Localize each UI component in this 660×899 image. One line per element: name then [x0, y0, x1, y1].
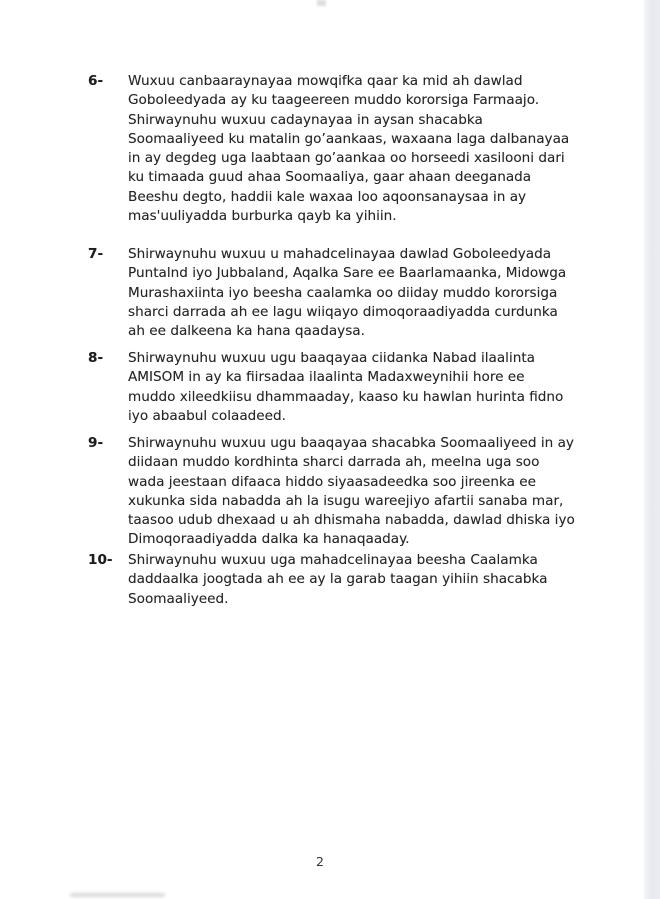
paragraph-text: [128, 72, 569, 226]
paragraph-text: [128, 349, 563, 426]
paragraph-line: Shirwaynuhu wuxuu u mahadcelinayaa dawlad Goboleedyada: [128, 246, 552, 262]
paragraph-line: Shirwaynuhu wuxuu ugu baaqayaa ciidanka Nabad ilaalinta: [128, 350, 536, 366]
paragraph-line: xukunka sida nabadda ah la isugu wareejiyo afartii sanaba mar,: [128, 492, 564, 509]
paragraph-line: taasoo udub dhexaad u ah dhismaha nabadda, dawlad dhiska iyo: [128, 512, 575, 529]
paragraph-line: muddo xileedkiisu dhammaaday, kaaso ku hawlan hurinta fidno: [128, 388, 564, 405]
paragraph-line: ku timaada guud ahaa Soomaaliya, gaar ahaan deeganada: [128, 169, 532, 186]
paragraph-number: 8-: [88, 350, 104, 366]
paragraph-line: in ay degdeg uga laabtaan go’aankaa oo horseedi xasilooni dari: [128, 150, 565, 167]
paragraph-number: 9-: [88, 435, 104, 451]
paragraph-line: Shirwaynuhu wuxuu cadaynayaa in aysan shacabka: [128, 111, 483, 128]
paragraph-number: 7-: [88, 246, 104, 262]
paragraph-number: 10-: [88, 552, 113, 568]
paragraph-line: diidaan muddo kordhinta sharci darrada ah, meelna uga soo: [128, 454, 540, 471]
paragraph-line: Soomaaliyeed.: [128, 590, 229, 607]
page-number: 2: [316, 854, 324, 869]
paragraph-line: Dimoqoraadiyadda dalka ka hanaqaaday.: [128, 531, 410, 548]
paragraph-line: daddaalka joogtada ah ee ay la garab taagan yihiin shacabka: [128, 571, 548, 588]
list-item-paragraph: [88, 245, 566, 341]
paragraph-line: sharci darrada ah ee lagu wiiqayo dimoqoraadiyadda curdunka: [128, 303, 558, 320]
paragraph-number: 6-: [88, 73, 104, 89]
paragraph-text: [128, 551, 547, 609]
paragraph-line: Wuxuu canbaaraynayaa mowqifka qaar ka mid ah dawlad: [128, 73, 523, 89]
list-item-paragraph: [88, 434, 575, 550]
paragraph-line: AMISOM in ay ka fiirsadaa ilaalinta Madaxweynihii hore ee: [128, 369, 525, 386]
list-item-paragraph: [88, 551, 547, 609]
paragraph-line: iyo abaabul colaadeed.: [128, 407, 286, 424]
paragraph-line: Soomaaliyeed ku matalin go’aankaas, waxaana laga dalbanayaa: [128, 130, 570, 147]
scan-edge-right: [644, 0, 660, 899]
scan-smudge-bottom: [70, 893, 165, 897]
paragraph-line: Beeshu degto, haddii kale waxaa loo aqoonsanaysaa in ay: [128, 188, 527, 205]
paragraph-line: Goboleedyada ay ku taageereen muddo kororsiga Farmaajo.: [128, 92, 540, 109]
paragraph-line: mas'uuliyadda burburka qayb ka yihiin.: [128, 208, 397, 225]
list-item-paragraph: [88, 349, 563, 426]
scan-speck-top: [317, 0, 326, 6]
paragraph-line: Shirwaynuhu wuxuu ugu baaqayaa shacabka Soomaaliyeed in ay: [128, 435, 574, 451]
paragraph-line: ah ee dalkeena ka hana qaadaysa.: [128, 323, 365, 340]
paragraph-line: Murashaxiinta iyo beesha caalamka oo diiday muddo kororsiga: [128, 284, 558, 301]
paragraph-line: Puntalnd iyo Jubbaland, Aqalka Sare ee Baarlamaanka, Midowga: [128, 265, 567, 282]
paragraph-text: [128, 434, 575, 550]
paragraph-line: wada jeestaan difaaca hiddo siyaasadeedka soo jireenka ee: [128, 473, 536, 490]
paragraph-line: Shirwaynuhu wuxuu uga mahadcelinayaa beesha Caalamka: [128, 552, 538, 568]
paragraph-text: [128, 245, 566, 341]
list-item-paragraph: [88, 72, 569, 226]
